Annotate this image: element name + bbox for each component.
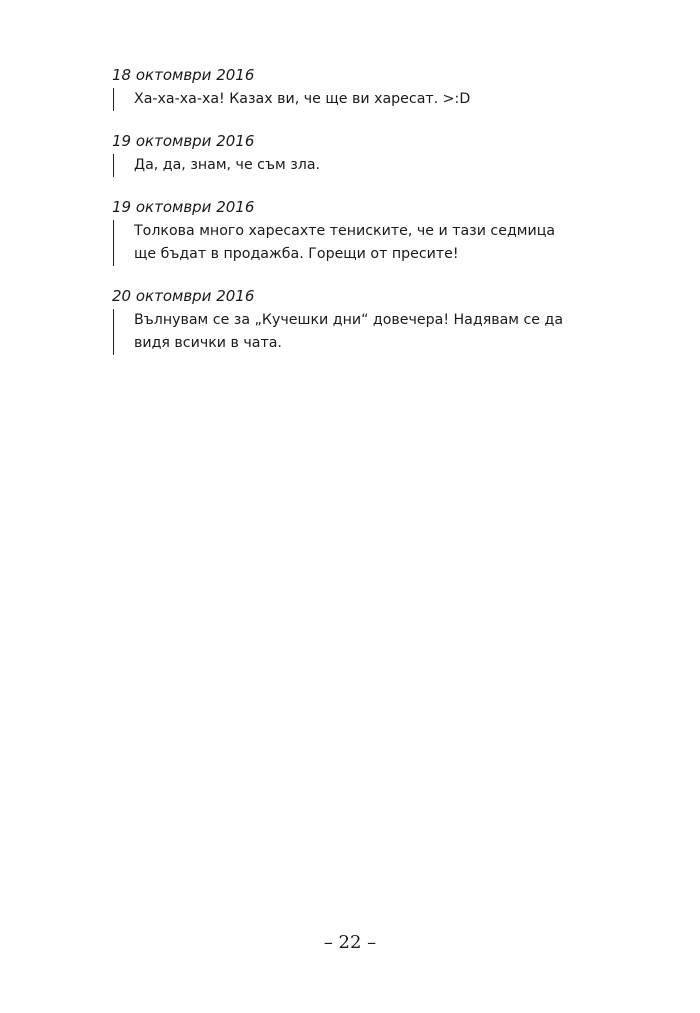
entry-text: Ха-ха-ха-ха! Казах ви, че ще ви харесат. >:D xyxy=(113,88,574,111)
entry-date: 19 октомври 2016 xyxy=(112,132,255,150)
entry xyxy=(112,129,592,177)
entry-date: 19 октомври 2016 xyxy=(112,198,255,216)
entry-text: Вълнувам се за „Кучешки дни“ довечера! Надявам се да видя всички в чата. xyxy=(113,309,574,355)
entry xyxy=(112,63,592,111)
entry-date: 18 октомври 2016 xyxy=(112,66,255,84)
entries-list xyxy=(112,63,592,355)
entry-date: 20 октомври 2016 xyxy=(112,287,255,305)
entry-text: Да, да, знам, че съм зла. xyxy=(113,154,574,177)
entry xyxy=(112,195,592,266)
page-number: – 22 – xyxy=(323,932,377,953)
entry xyxy=(112,284,592,355)
entry-text: Толкова много харесахте тениските, че и тази седмица ще бъдат в продажба. Горещи от пресите! xyxy=(113,220,574,266)
